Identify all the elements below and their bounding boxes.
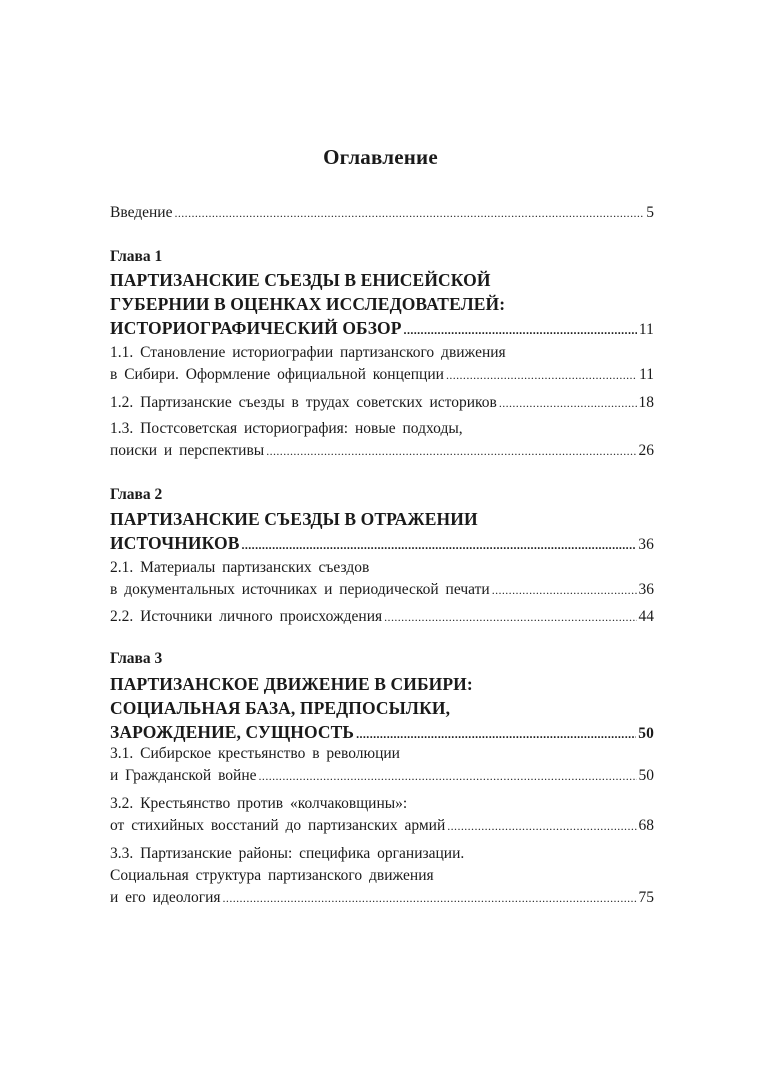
section-title-line: в Сибири. Оформление официальной концепции bbox=[110, 366, 444, 383]
chapter-title[interactable] bbox=[110, 268, 654, 342]
toc-entry-label: Введение bbox=[110, 204, 173, 221]
dot-leader bbox=[241, 533, 636, 557]
toc-page-number: 44 bbox=[638, 608, 654, 625]
section-title-line: 3.2. Крестьянство против «колчаковщины»: bbox=[110, 795, 408, 812]
toc-page-number: 50 bbox=[638, 767, 654, 784]
chapter-title-line: СОЦИАЛЬНАЯ БАЗА, ПРЕДПОСЫЛКИ, bbox=[110, 698, 451, 718]
chapter-title-line: ИСТОРИОГРАФИЧЕСКИЙ ОБЗОР bbox=[110, 318, 402, 338]
section-title-line: и его идеология bbox=[110, 889, 221, 906]
dot-leader bbox=[446, 364, 637, 386]
section-title-line: 2.2. Источники личного происхождения bbox=[110, 608, 383, 625]
toc-page-number: 26 bbox=[638, 442, 654, 459]
chapter-label: Глава 2 bbox=[110, 486, 163, 503]
dot-leader bbox=[266, 440, 636, 462]
chapter-title-line: ПАРТИЗАНСКИЕ СЪЕЗДЫ В ЕНИСЕЙСКОЙ bbox=[110, 270, 491, 290]
toc-page-number: 11 bbox=[638, 321, 654, 338]
toc-page-number: 75 bbox=[638, 889, 654, 906]
section-title-line: 3.1. Сибирское крестьянство в революции bbox=[110, 745, 400, 762]
section-title-line: от стихийных восстаний до партизанских армий bbox=[110, 817, 446, 834]
dot-leader bbox=[259, 765, 637, 787]
dot-leader bbox=[223, 887, 637, 909]
toc-page-number: 11 bbox=[639, 366, 654, 383]
chapter-title[interactable] bbox=[110, 672, 654, 746]
chapter-title-line: ПАРТИЗАНСКОЕ ДВИЖЕНИЕ В СИБИРИ: bbox=[110, 674, 473, 694]
section-title-line: 1.2. Партизанские съезды в трудах советских историков bbox=[110, 394, 497, 411]
dot-leader bbox=[384, 606, 636, 628]
toc-page-number: 50 bbox=[638, 725, 654, 742]
section-title-line: Социальная структура партизанского движения bbox=[110, 867, 434, 884]
section-title-line: 1.3. Постсоветская историография: новые подходы, bbox=[110, 420, 463, 437]
dot-leader bbox=[404, 318, 637, 342]
dot-leader bbox=[492, 579, 637, 601]
toc-entry-section[interactable] bbox=[110, 606, 654, 628]
chapter-title-line: ПАРТИЗАНСКИЕ СЪЕЗДЫ В ОТРАЖЕНИИ bbox=[110, 509, 478, 529]
section-title-line: в документальных источниках и периодической печати bbox=[110, 581, 490, 598]
dot-leader bbox=[174, 202, 644, 224]
chapter-title-line: ГУБЕРНИИ В ОЦЕНКАХ ИССЛЕДОВАТЕЛЕЙ: bbox=[110, 294, 506, 314]
section-title-line: 1.1. Становление историографии партизанского движения bbox=[110, 344, 506, 361]
toc-page-number: 36 bbox=[638, 536, 654, 553]
section-title-line: и Гражданской войне bbox=[110, 767, 257, 784]
chapter-title-line: ИСТОЧНИКОВ bbox=[110, 533, 240, 553]
toc-title: Оглавление bbox=[323, 145, 438, 169]
section-title-line: поиски и перспективы bbox=[110, 442, 265, 459]
section-title-line: 3.3. Партизанские районы: специфика организации. bbox=[110, 845, 465, 862]
toc-entry-section[interactable] bbox=[110, 342, 654, 386]
dot-leader bbox=[499, 392, 637, 414]
toc-page-number: 68 bbox=[638, 817, 654, 834]
chapter-title-line: ЗАРОЖДЕНИЕ, СУЩНОСТЬ bbox=[110, 722, 355, 742]
chapter-title[interactable] bbox=[110, 507, 654, 557]
toc-page-number: 36 bbox=[638, 581, 654, 598]
toc-entry-section[interactable] bbox=[110, 843, 654, 909]
chapter-label: Глава 3 bbox=[110, 650, 163, 667]
toc-entry-section[interactable] bbox=[110, 418, 654, 462]
toc-page-number: 5 bbox=[646, 204, 654, 221]
toc-entry-section[interactable] bbox=[110, 743, 654, 787]
dot-leader bbox=[447, 815, 636, 837]
chapter-label: Глава 1 bbox=[110, 248, 163, 265]
toc-entry-section[interactable] bbox=[110, 793, 654, 837]
toc-page-number: 18 bbox=[638, 394, 654, 411]
section-title-line: 2.1. Материалы партизанских съездов bbox=[110, 559, 370, 576]
toc-entry-intro[interactable] bbox=[110, 202, 654, 224]
toc-entry-section[interactable] bbox=[110, 392, 654, 414]
toc-entry-section[interactable] bbox=[110, 557, 654, 601]
